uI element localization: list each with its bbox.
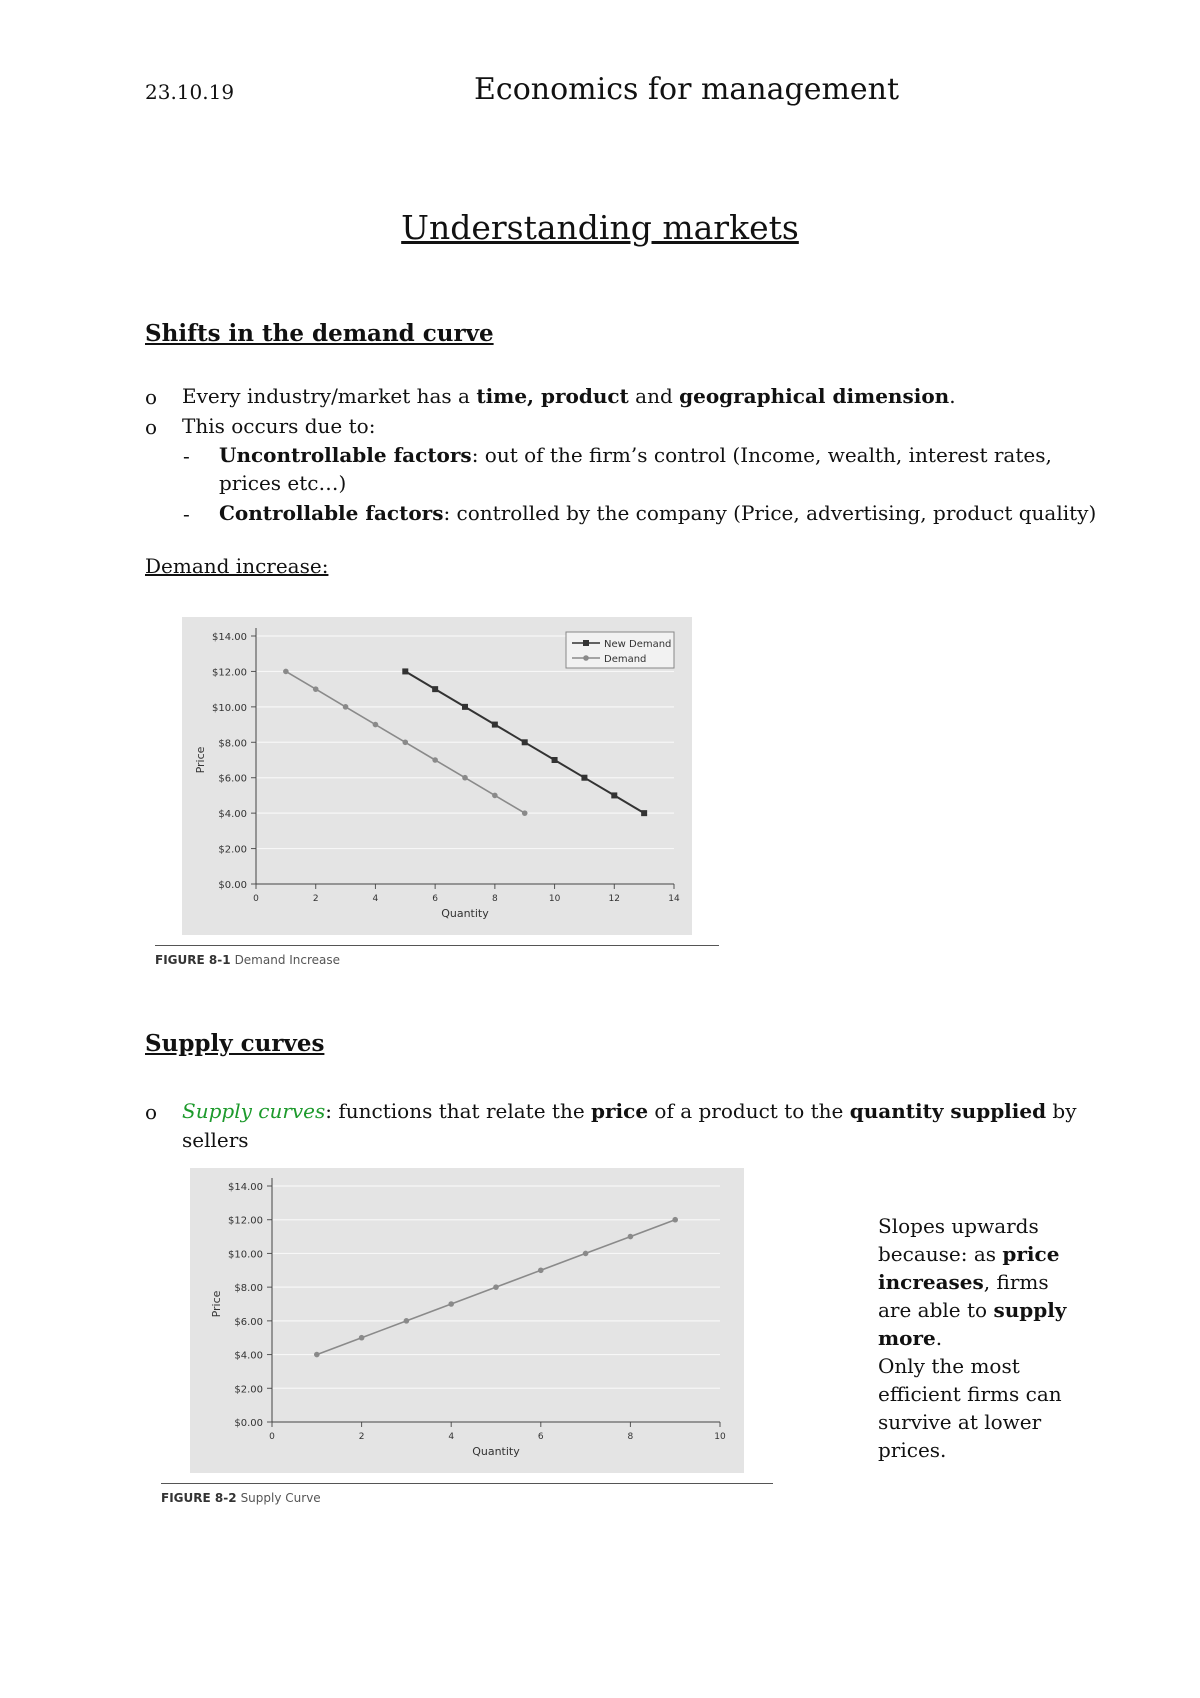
x-tick-label: 2: [358, 1432, 365, 1442]
y-tick-label: $4.00: [234, 1350, 263, 1362]
data-point: [314, 1352, 320, 1358]
data-point: [462, 704, 468, 710]
side-note-line: survive at lower: [878, 1410, 1042, 1434]
x-tick-label: 6: [537, 1432, 544, 1442]
data-point: [611, 792, 617, 798]
bullet-supply-def-cont: sellers: [182, 1128, 249, 1152]
legend-label: New Demand: [604, 639, 672, 650]
side-note-line: because: as price: [878, 1242, 1060, 1266]
data-point: [641, 810, 647, 816]
page-title: Understanding markets: [401, 208, 799, 247]
bullet-dimensions: Every industry/market has a time, product and geographical dimension.: [182, 384, 956, 408]
data-point: [492, 722, 498, 728]
data-point: [432, 686, 438, 692]
y-tick-label: $10.00: [228, 1249, 263, 1261]
y-tick-label: $12.00: [228, 1215, 263, 1227]
legend-label: Demand: [604, 654, 647, 665]
data-point: [492, 793, 498, 799]
side-note-line: efficient firms can: [878, 1382, 1062, 1406]
data-point: [583, 1251, 589, 1257]
data-point: [672, 1217, 678, 1223]
y-axis-label: Price: [210, 1290, 223, 1318]
data-point: [432, 757, 438, 763]
x-axis-label: Quantity: [472, 1445, 520, 1458]
data-point: [538, 1267, 544, 1273]
side-note-line: prices.: [878, 1438, 947, 1462]
dash-marker: -: [183, 502, 190, 526]
demand-chart-svg: [182, 617, 692, 935]
y-tick-label: $6.00: [218, 773, 247, 785]
supply-chart: [190, 1168, 744, 1473]
y-tick-label: $14.00: [228, 1182, 263, 1193]
x-tick-label: 8: [491, 894, 498, 904]
side-note-line: Only the most: [878, 1354, 1020, 1378]
section-heading-supply: Supply curves: [145, 1030, 325, 1057]
section-heading-demand: Shifts in the demand curve: [145, 320, 494, 347]
data-point: [448, 1301, 454, 1307]
data-point: [404, 1318, 410, 1324]
x-tick-label: 4: [448, 1432, 455, 1442]
y-tick-label: $6.00: [234, 1316, 263, 1328]
dash-marker: -: [183, 444, 190, 468]
x-tick-label: 6: [432, 894, 439, 904]
x-tick-label: 12: [608, 894, 621, 904]
data-point: [313, 686, 319, 692]
bullet-marker: o: [145, 385, 158, 409]
bullet-supply-def: Supply curves: functions that relate the price of a product to the quantity supplied by: [182, 1099, 1077, 1123]
y-tick-label: $12.00: [212, 667, 247, 679]
uncontrollable-factors-cont: prices etc…): [219, 471, 347, 495]
legend-marker: [583, 640, 589, 646]
x-tick-label: 0: [253, 894, 259, 904]
x-axis-label: Quantity: [441, 907, 489, 920]
y-tick-label: $0.00: [234, 1418, 263, 1429]
supply-chart-svg: [190, 1168, 744, 1473]
uncontrollable-factors: Uncontrollable factors: out of the firm’s control (Income, wealth, interest rates,: [219, 443, 1052, 467]
side-note-line: are able to supply: [878, 1298, 1067, 1322]
x-tick-label: 0: [269, 1432, 275, 1442]
data-point: [628, 1234, 634, 1240]
x-tick-label: 4: [372, 894, 379, 904]
data-point: [581, 775, 587, 781]
data-point: [402, 739, 408, 745]
demand-increase-label: Demand increase:: [145, 554, 329, 578]
y-tick-label: $2.00: [218, 844, 247, 856]
data-point: [522, 739, 528, 745]
figure2-caption: FIGURE 8-2 Supply Curve: [161, 1491, 321, 1505]
y-tick-label: $4.00: [218, 809, 247, 821]
data-point: [552, 757, 558, 763]
y-axis-label: Price: [194, 746, 207, 774]
y-tick-label: $2.00: [234, 1384, 263, 1396]
course-title: Economics for management: [474, 72, 900, 107]
data-point: [373, 722, 379, 728]
y-tick-label: $8.00: [218, 738, 247, 750]
side-note-line: increases, firms: [878, 1270, 1049, 1294]
side-note-line: more.: [878, 1326, 943, 1350]
y-tick-label: $10.00: [212, 702, 247, 714]
data-point: [462, 775, 468, 781]
legend-marker: [583, 655, 589, 661]
y-tick-label: $8.00: [234, 1283, 263, 1295]
bullet-marker: o: [145, 415, 158, 439]
figure-rule: [155, 945, 719, 946]
demand-chart: [182, 617, 692, 935]
data-point: [522, 810, 528, 816]
x-tick-label: 10: [548, 894, 561, 904]
figure-rule: [161, 1483, 773, 1484]
data-point: [343, 704, 349, 710]
side-note: [878, 1212, 1068, 1464]
data-point: [493, 1284, 499, 1290]
data-point: [402, 668, 408, 674]
data-point: [283, 669, 289, 675]
x-tick-label: 2: [312, 894, 319, 904]
x-tick-label: 8: [627, 1432, 634, 1442]
side-note-line: Slopes upwards: [878, 1214, 1039, 1238]
figure1-caption: FIGURE 8-1 Demand Increase: [155, 953, 341, 967]
bullet-occurs: This occurs due to:: [182, 414, 376, 438]
y-tick-label: $0.00: [218, 880, 247, 891]
data-point: [359, 1335, 365, 1341]
y-tick-label: $14.00: [212, 632, 247, 643]
x-tick-label: 10: [714, 1432, 726, 1442]
date: 23.10.19: [145, 80, 235, 104]
x-tick-label: 14: [668, 894, 680, 904]
bullet-marker: o: [145, 1100, 158, 1124]
controllable-factors: Controllable factors: controlled by the company (Price, advertising, product quality): [219, 501, 1097, 525]
